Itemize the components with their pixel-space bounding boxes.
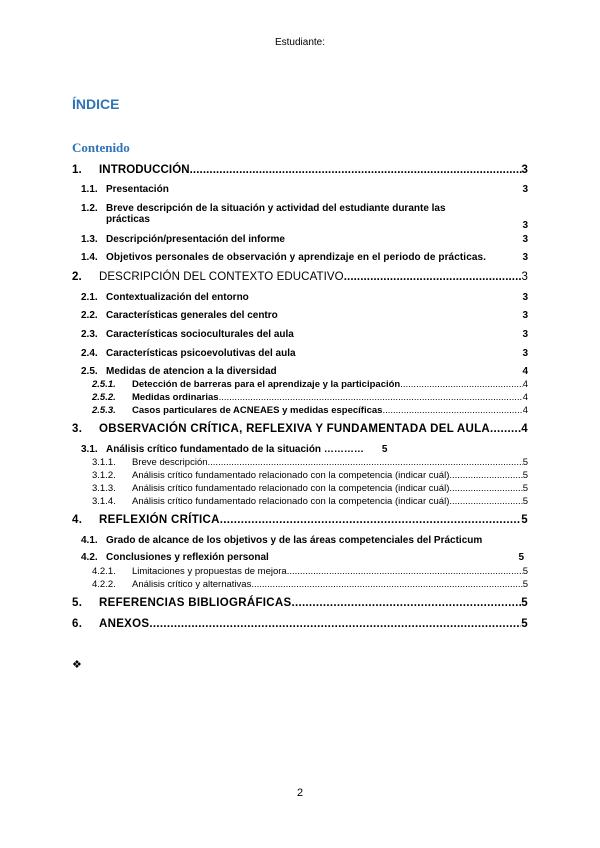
toc-page: 5	[522, 496, 528, 507]
toc-title: Características generales del centro	[106, 310, 278, 321]
toc-number: 6.	[72, 618, 83, 630]
index-heading: ÍNDICE	[72, 96, 120, 112]
toc-leader	[449, 496, 522, 507]
toc-page: 3	[522, 220, 528, 231]
toc-number: 1.1.	[81, 184, 98, 195]
toc-number: 4.2.1.	[92, 566, 116, 577]
toc-entry-2-5-3[interactable]	[92, 405, 528, 416]
toc-number: 2.4.	[81, 348, 98, 359]
toc-number: 2.	[72, 271, 82, 283]
toc-entry-6[interactable]	[72, 618, 528, 630]
toc-title: Análisis crítico fundamentado relacionado con la competencia (indicar cuál)	[132, 470, 450, 481]
page-number: 2	[296, 787, 304, 799]
toc-page: 5	[521, 514, 528, 526]
toc-title: Características socioculturales del aula	[106, 329, 294, 340]
toc-leader	[449, 483, 522, 494]
toc-page: 3	[522, 329, 528, 340]
toc-title: Análisis crítico fundamentado relacionado con la competencia (indicar cuál)	[132, 483, 450, 494]
toc-title: REFLEXIÓN CRÍTICA	[99, 514, 220, 526]
toc-entry-3-1-1[interactable]	[92, 457, 528, 468]
toc-number: 1.	[72, 164, 82, 176]
toc-number: 2.5.2.	[92, 392, 116, 403]
toc-entry-1-4[interactable]	[81, 252, 528, 263]
toc-number: 4.1.	[81, 535, 98, 546]
toc-leader	[344, 271, 522, 283]
page-header: Estudiante:	[274, 37, 326, 48]
toc-entry-2-3[interactable]	[81, 329, 528, 340]
toc-page: 5	[522, 457, 528, 468]
toc-entry-3-1[interactable]	[81, 444, 528, 455]
toc-title: Análisis crítico fundamentado de la situación …………	[106, 444, 364, 455]
toc-entry-4-2[interactable]	[81, 552, 528, 563]
toc-number: 3.1.2.	[92, 470, 116, 481]
toc-entry-3-1-3[interactable]	[92, 483, 528, 494]
toc-title-line1: Breve descripción de la situación y actividad del estudiante durante las	[106, 203, 446, 214]
toc-leader	[251, 579, 522, 590]
toc-entry-2-5-2[interactable]	[92, 392, 528, 403]
toc-page: 5	[518, 552, 524, 563]
toc-number: 2.5.3.	[92, 405, 116, 416]
toc-entry-2-1[interactable]	[81, 292, 528, 303]
toc-page: 3	[522, 184, 528, 195]
toc-title: Análisis crítico fundamentado relacionado con la competencia (indicar cuál)	[132, 496, 450, 507]
toc-number: 1.2.	[81, 203, 98, 214]
toc-page: 3	[522, 252, 528, 263]
toc-title: Detección de barreras para el aprendizaje y la participación	[132, 379, 401, 390]
toc-leader	[219, 392, 523, 403]
toc-title-line2: prácticas	[106, 214, 150, 225]
toc-title: Descripción/presentación del informe	[106, 234, 285, 245]
toc-title: OBSERVACIÓN CRÍTICA, REFLEXIVA Y FUNDAMENTADA DEL AULA	[99, 423, 491, 435]
toc-page: 4	[522, 392, 528, 403]
toc-title: Breve descripción	[132, 457, 208, 468]
toc-entry-3-1-2[interactable]	[92, 470, 528, 481]
toc-number: 2.2.	[81, 310, 98, 321]
toc-number: 3.1.3.	[92, 483, 116, 494]
toc-page: 3	[522, 310, 528, 321]
toc-title: DESCRIPCIÓN DEL CONTEXTO EDUCATIVO	[99, 271, 344, 283]
toc-page: 5	[381, 444, 388, 455]
toc-title: Casos particulares de ACNEAES y medidas específicas	[132, 405, 383, 416]
toc-leader	[382, 405, 522, 416]
toc-page: 3	[522, 348, 528, 359]
toc-entry-4-2-1[interactable]	[92, 566, 528, 577]
toc-entry-3-1-4[interactable]	[92, 496, 528, 507]
toc-number: 2.5.1.	[92, 379, 116, 390]
toc-number: 4.	[72, 514, 83, 526]
toc-entry-1-1[interactable]	[81, 184, 528, 195]
toc-entry-1-2[interactable]	[81, 203, 528, 231]
toc-entry-2-5[interactable]	[81, 366, 528, 377]
toc-page: 5	[522, 579, 528, 590]
toc-title: Medidas de atencion a la diversidad	[106, 366, 277, 377]
toc-entry-5[interactable]	[72, 597, 528, 609]
toc-entry-4-2-2[interactable]	[92, 579, 528, 590]
toc-page: 5	[521, 618, 528, 630]
toc-page: 4	[522, 405, 528, 416]
toc-entry-1[interactable]	[72, 164, 528, 176]
toc-title: Medidas ordinarias	[132, 392, 219, 403]
toc-leader	[190, 164, 522, 176]
toc-number: 3.1.	[81, 444, 98, 455]
toc-title: Grado de alcance de los objetivos y de las áreas competenciales del Prácticum	[106, 535, 483, 546]
toc-title: Limitaciones y propuestas de mejora	[132, 566, 287, 577]
toc-number: 3.1.4.	[92, 496, 116, 507]
toc-number: 2.3.	[81, 329, 98, 340]
toc-page: 3	[522, 234, 528, 245]
toc-entry-2[interactable]	[72, 271, 528, 283]
toc-page: 4	[522, 379, 528, 390]
toc-entry-2-4[interactable]	[81, 348, 528, 359]
toc-title: INTRODUCCIÓN	[99, 164, 190, 176]
toc-number: 3.1.1.	[92, 457, 116, 468]
toc-title: Objetivos personales de observación y aprendizaje en el periodo de prácticas.	[106, 252, 487, 263]
toc-title: Conclusiones y reflexión personal	[106, 552, 269, 563]
toc-leader	[291, 597, 521, 609]
toc-page: 4	[522, 366, 528, 377]
toc-title: REFERENCIAS BIBLIOGRÁFICAS	[99, 597, 292, 609]
toc-entry-4-1[interactable]	[81, 535, 528, 546]
toc-title: Contextualización del entorno	[106, 292, 249, 303]
toc-page: 5	[522, 566, 528, 577]
toc-number: 5.	[72, 597, 83, 609]
toc-page: 5	[522, 470, 528, 481]
toc-number: 3.	[72, 423, 83, 435]
toc-entry-2-5-1[interactable]	[92, 379, 528, 390]
diamond-bullet-icon: ❖	[72, 659, 82, 671]
contents-heading: Contenido	[72, 140, 130, 155]
toc-number: 4.2.	[81, 552, 98, 563]
toc-page: 3	[522, 292, 528, 303]
toc-number: 4.2.2.	[92, 579, 116, 590]
toc-entry-3[interactable]	[72, 423, 528, 435]
toc-number: 1.4.	[81, 252, 98, 263]
toc-entry-2-2[interactable]	[81, 310, 528, 321]
toc-title: Características psicoevolutivas del aula	[106, 348, 296, 359]
toc-leader	[208, 457, 523, 468]
toc-title: Análisis crítico y alternativas	[132, 579, 252, 590]
toc-leader	[149, 618, 521, 630]
toc-title: Presentación	[106, 184, 169, 195]
toc-number: 2.1.	[81, 292, 98, 303]
toc-page: 5	[521, 597, 528, 609]
toc-page: 4	[521, 423, 528, 435]
toc-page: 3	[521, 271, 528, 283]
toc-page: 3	[521, 164, 528, 176]
toc-number: 1.3.	[81, 234, 98, 245]
toc-number: 2.5.	[81, 366, 98, 377]
toc-leader	[400, 379, 522, 390]
toc-entry-1-3[interactable]	[81, 234, 528, 245]
toc-page: 5	[522, 483, 528, 494]
toc-title: ANEXOS	[99, 618, 150, 630]
toc-leader	[220, 514, 522, 526]
toc-leader	[449, 470, 522, 481]
toc-leader	[490, 423, 521, 435]
toc-leader	[287, 566, 523, 577]
toc-entry-4[interactable]	[72, 514, 528, 526]
